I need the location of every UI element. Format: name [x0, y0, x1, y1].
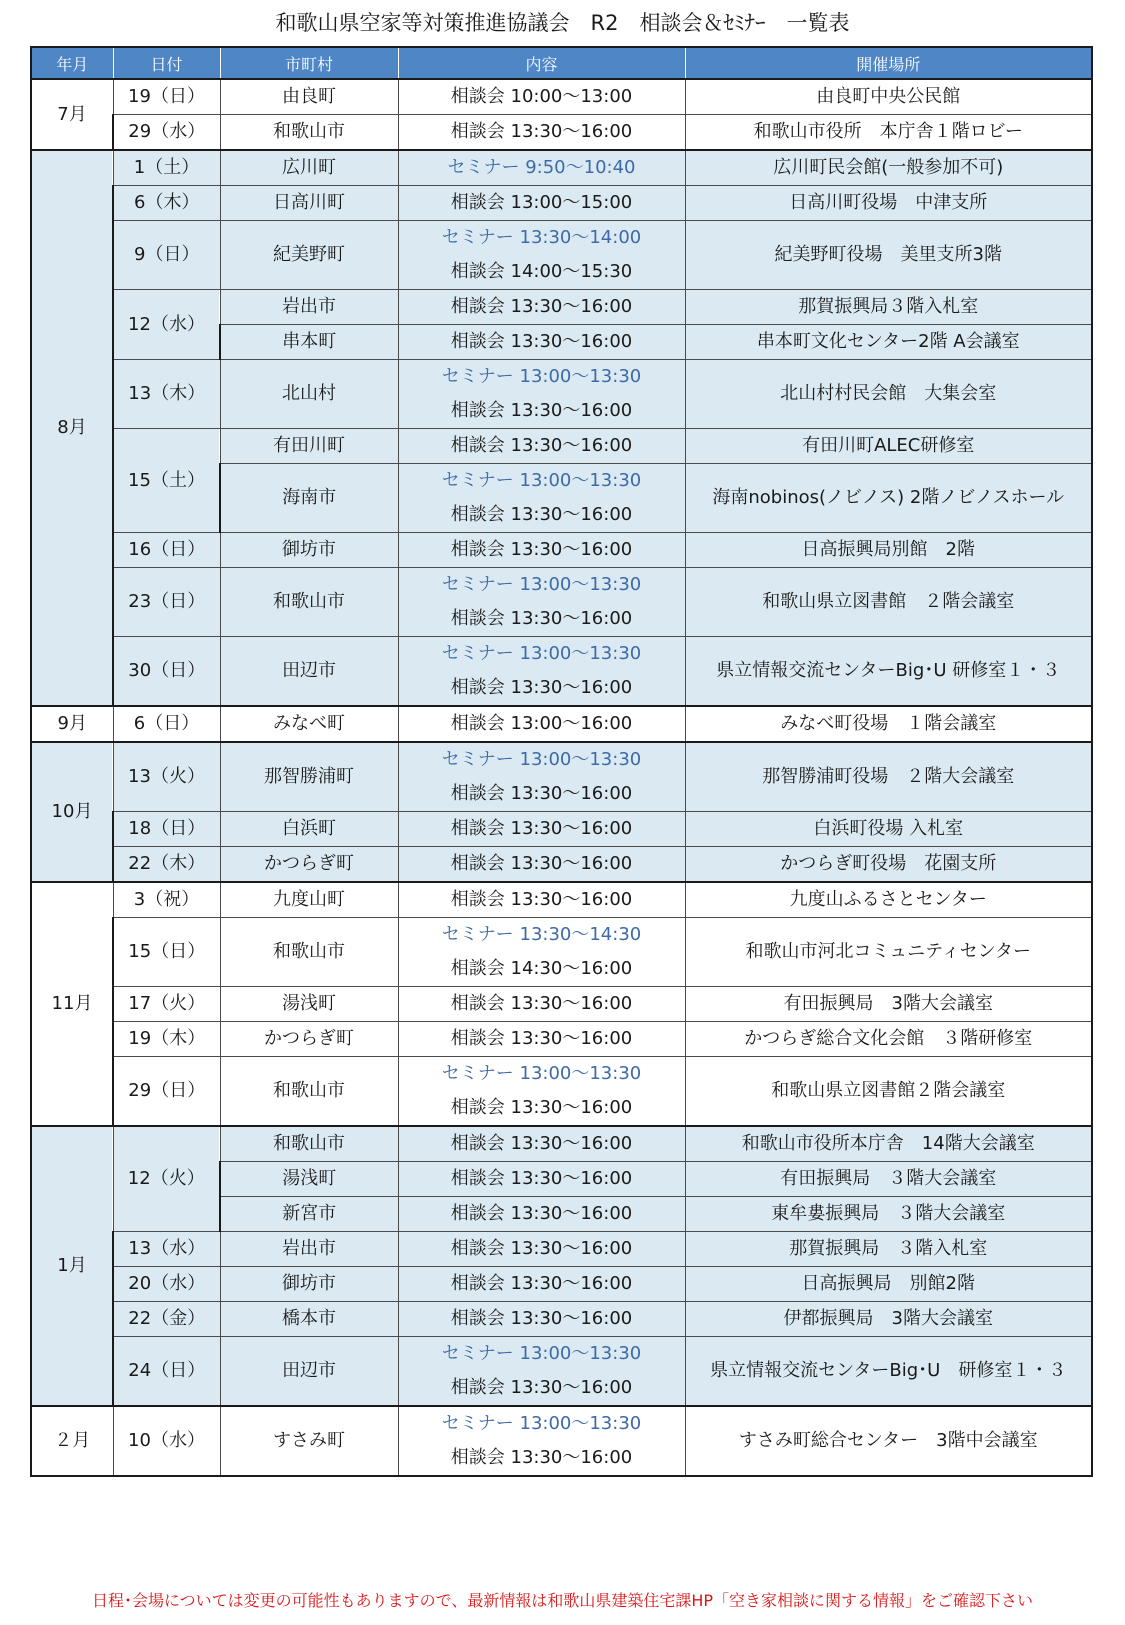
- table-row: [31, 1406, 1092, 1476]
- consult-time: 相談会 13:30～16:00: [450, 1168, 633, 1189]
- seminar-time: セミナー 13:00～13:30: [441, 366, 642, 387]
- venue-cell: 伊都振興局 3階大会議室: [685, 1302, 1092, 1337]
- consult-time: 相談会 13:00～15:00: [450, 192, 633, 213]
- consult-time: 相談会 10:00～13:00: [450, 86, 633, 107]
- content-cell: [398, 150, 685, 186]
- date-cell: 24（日）: [113, 1337, 220, 1407]
- content-cell: [398, 918, 685, 987]
- content-cell: [398, 987, 685, 1022]
- city-cell: かつらぎ町: [220, 847, 398, 883]
- city-cell: 九度山町: [220, 882, 398, 918]
- venue-cell: 白浜町役場 入札室: [685, 812, 1092, 847]
- city-cell: 広川町: [220, 150, 398, 186]
- venue-cell: 那智勝浦町役場 ２階大会議室: [685, 742, 1092, 812]
- content-cell: [398, 325, 685, 360]
- consult-time: 相談会 13:00～16:00: [450, 713, 633, 734]
- header-content: 内容: [398, 47, 685, 79]
- month-group: [31, 79, 1092, 150]
- month-cell: 1月: [31, 1126, 113, 1406]
- consult-time: 相談会 13:30～16:00: [450, 1133, 633, 1154]
- seminar-time: セミナー 9:50～10:40: [447, 157, 636, 178]
- content-cell: [398, 79, 685, 115]
- city-cell: 串本町: [220, 325, 398, 360]
- month-cell: 11月: [31, 882, 113, 1126]
- city-cell: 田辺市: [220, 637, 398, 707]
- table-row: [31, 1022, 1092, 1057]
- venue-cell: 由良町中央公民館: [685, 79, 1092, 115]
- month-group: [31, 1406, 1092, 1476]
- table-row: [31, 221, 1092, 290]
- date-cell: 13（火）: [113, 742, 220, 812]
- month-group: [31, 150, 1092, 706]
- date-cell: 15（土）: [113, 429, 220, 533]
- city-cell: 紀美野町: [220, 221, 398, 290]
- content-cell: [398, 568, 685, 637]
- consult-time: 相談会 13:30～16:00: [450, 435, 633, 456]
- content-cell: [398, 742, 685, 812]
- content-cell: [398, 1406, 685, 1476]
- seminar-time: セミナー 13:00～13:30: [441, 470, 642, 491]
- city-cell: 和歌山市: [220, 1057, 398, 1127]
- date-cell: 29（水）: [113, 115, 220, 151]
- city-cell: 有田川町: [220, 429, 398, 464]
- venue-cell: 有田振興局 3階大会議室: [685, 987, 1092, 1022]
- venue-cell: 東牟婁振興局 ３階大会議室: [685, 1197, 1092, 1232]
- venue-cell: 有田振興局 ３階大会議室: [685, 1162, 1092, 1197]
- content-cell: [398, 706, 685, 742]
- content-cell: [398, 1302, 685, 1337]
- month-cell: 7月: [31, 79, 113, 150]
- venue-cell: かつらぎ町役場 花園支所: [685, 847, 1092, 883]
- table-row: [31, 1232, 1092, 1267]
- city-cell: 湯浅町: [220, 1162, 398, 1197]
- city-cell: 田辺市: [220, 1337, 398, 1407]
- table-row: [31, 429, 1092, 464]
- seminar-time: セミナー 13:30～14:30: [441, 924, 642, 945]
- seminar-time: セミナー 13:00～13:30: [441, 643, 642, 664]
- consult-time: 相談会 13:30～16:00: [450, 400, 633, 421]
- content-cell: [398, 1232, 685, 1267]
- date-cell: 20（水）: [113, 1267, 220, 1302]
- content-cell: [398, 186, 685, 221]
- content-cell: [398, 464, 685, 533]
- table-row: [31, 1267, 1092, 1302]
- venue-cell: みなべ町役場 １階会議室: [685, 706, 1092, 742]
- table-row: [31, 533, 1092, 568]
- city-cell: 岩出市: [220, 290, 398, 325]
- venue-cell: 那賀振興局３階入札室: [685, 290, 1092, 325]
- content-cell: [398, 115, 685, 151]
- venue-cell: 北山村村民会館 大集会室: [685, 360, 1092, 429]
- header-month: 年月: [31, 47, 113, 79]
- seminar-time: セミナー 13:30～14:00: [441, 227, 642, 248]
- table-row: [31, 918, 1092, 987]
- consult-time: 相談会 13:30～16:00: [450, 296, 633, 317]
- consult-time: 相談会 13:30～16:00: [450, 331, 633, 352]
- table-row: [31, 847, 1092, 883]
- city-cell: 橋本市: [220, 1302, 398, 1337]
- date-cell: 19（日）: [113, 79, 220, 115]
- date-cell: 17（火）: [113, 987, 220, 1022]
- header-city: 市町村: [220, 47, 398, 79]
- venue-cell: 広川町民会館(一般参加不可): [685, 150, 1092, 186]
- venue-cell: すさみ町総合センター 3階中会議室: [685, 1406, 1092, 1476]
- date-cell: 19（木）: [113, 1022, 220, 1057]
- content-cell: [398, 1022, 685, 1057]
- consult-time: 相談会 13:30～16:00: [450, 1028, 633, 1049]
- seminar-time: セミナー 13:00～13:30: [441, 749, 642, 770]
- city-cell: 那智勝浦町: [220, 742, 398, 812]
- city-cell: 日高川町: [220, 186, 398, 221]
- venue-cell: かつらぎ総合文化会館 ３階研修室: [685, 1022, 1092, 1057]
- month-cell: 10月: [31, 742, 113, 882]
- venue-cell: 九度山ふるさとセンター: [685, 882, 1092, 918]
- footnote-notice: 日程･会場については変更の可能性もありますので、最新情報は和歌山県建築住宅課HP「空き家相談に関する情報」をご確認下さい: [91, 1591, 1034, 1610]
- consult-time: 相談会 13:30～16:00: [450, 1377, 633, 1398]
- date-cell: 13（水）: [113, 1232, 220, 1267]
- content-cell: [398, 1267, 685, 1302]
- consult-time: 相談会 13:30～16:00: [450, 1203, 633, 1224]
- venue-cell: 有田川町ALEC研修室: [685, 429, 1092, 464]
- table-header: [31, 47, 1092, 79]
- table-row: [31, 360, 1092, 429]
- seminar-time: セミナー 13:00～13:30: [441, 1343, 642, 1364]
- date-cell: 29（日）: [113, 1057, 220, 1127]
- date-cell: 1（土）: [113, 150, 220, 186]
- date-cell: 22（木）: [113, 847, 220, 883]
- header-date: 日付: [113, 47, 220, 79]
- content-cell: [398, 882, 685, 918]
- venue-cell: 紀美野町役場 美里支所3階: [685, 221, 1092, 290]
- date-cell: 10（水）: [113, 1406, 220, 1476]
- venue-cell: 那賀振興局 ３階入札室: [685, 1232, 1092, 1267]
- seminar-time: セミナー 13:00～13:30: [441, 574, 642, 595]
- table-row: [31, 742, 1092, 812]
- table-row: [31, 1337, 1092, 1407]
- month-group: [31, 706, 1092, 742]
- consult-time: 相談会 13:30～16:00: [450, 1238, 633, 1259]
- content-cell: [398, 1337, 685, 1407]
- date-cell: 13（木）: [113, 360, 220, 429]
- venue-cell: 県立情報交流センターBig･U 研修室１・３: [685, 1337, 1092, 1407]
- consult-time: 相談会 13:30～16:00: [450, 608, 633, 629]
- table-row: [31, 1057, 1092, 1127]
- venue-cell: 県立情報交流センターBig･U 研修室１・３: [685, 637, 1092, 707]
- table-row: [31, 1302, 1092, 1337]
- table-row: [31, 115, 1092, 151]
- content-cell: [398, 429, 685, 464]
- city-cell: 和歌山市: [220, 918, 398, 987]
- content-cell: [398, 1197, 685, 1232]
- table-row: [31, 706, 1092, 742]
- city-cell: 白浜町: [220, 812, 398, 847]
- table-row: [31, 637, 1092, 707]
- table-row: [31, 290, 1092, 325]
- consult-time: 相談会 13:30～16:00: [450, 993, 633, 1014]
- content-cell: [398, 847, 685, 883]
- city-cell: 御坊市: [220, 533, 398, 568]
- content-cell: [398, 290, 685, 325]
- consult-time: 相談会 13:30～16:00: [450, 504, 633, 525]
- city-cell: 御坊市: [220, 1267, 398, 1302]
- venue-cell: 串本町文化センター2階 A会議室: [685, 325, 1092, 360]
- month-cell: 8月: [31, 150, 113, 706]
- venue-cell: 和歌山市役所本庁舎 14階大会議室: [685, 1126, 1092, 1162]
- seminar-time: セミナー 13:00～13:30: [441, 1413, 642, 1434]
- table-row: [31, 186, 1092, 221]
- header-venue: 開催場所: [685, 47, 1092, 79]
- venue-cell: 和歌山県立図書館 ２階会議室: [685, 568, 1092, 637]
- month-group: [31, 742, 1092, 882]
- venue-cell: 和歌山市役所 本庁舎１階ロビー: [685, 115, 1092, 151]
- date-cell: 12（水）: [113, 290, 220, 360]
- content-cell: [398, 1126, 685, 1162]
- content-cell: [398, 1057, 685, 1127]
- city-cell: 北山村: [220, 360, 398, 429]
- page-title: 和歌山県空家等対策推進協議会 R2 相談会＆ｾﾐﾅｰ 一覧表: [275, 11, 850, 35]
- venue-cell: 日高振興局別館 2階: [685, 533, 1092, 568]
- month-cell: ２月: [31, 1406, 113, 1476]
- table-row: [31, 1126, 1092, 1162]
- table-row: [31, 882, 1092, 918]
- schedule-table: [30, 46, 1093, 1477]
- table-row: [31, 150, 1092, 186]
- venue-cell: 和歌山市河北コミュニティセンター: [685, 918, 1092, 987]
- city-cell: 和歌山市: [220, 115, 398, 151]
- date-cell: 9（日）: [113, 221, 220, 290]
- table-row: [31, 568, 1092, 637]
- consult-time: 相談会 13:30～16:00: [450, 1447, 633, 1468]
- consult-time: 相談会 13:30～16:00: [450, 818, 633, 839]
- city-cell: すさみ町: [220, 1406, 398, 1476]
- consult-time: 相談会 14:30～16:00: [450, 958, 633, 979]
- table-row: [31, 79, 1092, 115]
- table-row: [31, 812, 1092, 847]
- venue-cell: 和歌山県立図書館２階会議室: [685, 1057, 1092, 1127]
- consult-time: 相談会 13:30～16:00: [450, 1273, 633, 1294]
- date-cell: 6（木）: [113, 186, 220, 221]
- city-cell: 和歌山市: [220, 1126, 398, 1162]
- consult-time: 相談会 13:30～16:00: [450, 889, 633, 910]
- city-cell: かつらぎ町: [220, 1022, 398, 1057]
- consult-time: 相談会 13:30～16:00: [450, 677, 633, 698]
- date-cell: 6（日）: [113, 706, 220, 742]
- month-cell: 9月: [31, 706, 113, 742]
- table-row: [31, 987, 1092, 1022]
- content-cell: [398, 637, 685, 707]
- consult-time: 相談会 14:00～15:30: [450, 261, 633, 282]
- consult-time: 相談会 13:30～16:00: [450, 121, 633, 142]
- date-cell: 16（日）: [113, 533, 220, 568]
- content-cell: [398, 812, 685, 847]
- content-cell: [398, 1162, 685, 1197]
- seminar-time: セミナー 13:00～13:30: [441, 1063, 642, 1084]
- city-cell: 和歌山市: [220, 568, 398, 637]
- month-group: [31, 1126, 1092, 1406]
- content-cell: [398, 221, 685, 290]
- city-cell: 岩出市: [220, 1232, 398, 1267]
- date-cell: 3（祝）: [113, 882, 220, 918]
- date-cell: 23（日）: [113, 568, 220, 637]
- consult-time: 相談会 13:30～16:00: [450, 783, 633, 804]
- date-cell: 12（火）: [113, 1126, 220, 1232]
- date-cell: 15（日）: [113, 918, 220, 987]
- content-cell: [398, 360, 685, 429]
- date-cell: 18（日）: [113, 812, 220, 847]
- venue-cell: 海南nobinos(ノビノス) 2階ノビノスホール: [685, 464, 1092, 533]
- date-cell: 22（金）: [113, 1302, 220, 1337]
- city-cell: みなべ町: [220, 706, 398, 742]
- date-cell: 30（日）: [113, 637, 220, 707]
- city-cell: 湯浅町: [220, 987, 398, 1022]
- consult-time: 相談会 13:30～16:00: [450, 539, 633, 560]
- consult-time: 相談会 13:30～16:00: [450, 1097, 633, 1118]
- city-cell: 海南市: [220, 464, 398, 533]
- venue-cell: 日高川町役場 中津支所: [685, 186, 1092, 221]
- content-cell: [398, 533, 685, 568]
- month-group: [31, 882, 1092, 1126]
- city-cell: 由良町: [220, 79, 398, 115]
- consult-time: 相談会 13:30～16:00: [450, 853, 633, 874]
- city-cell: 新宮市: [220, 1197, 398, 1232]
- consult-time: 相談会 13:30～16:00: [450, 1308, 633, 1329]
- venue-cell: 日高振興局 別館2階: [685, 1267, 1092, 1302]
